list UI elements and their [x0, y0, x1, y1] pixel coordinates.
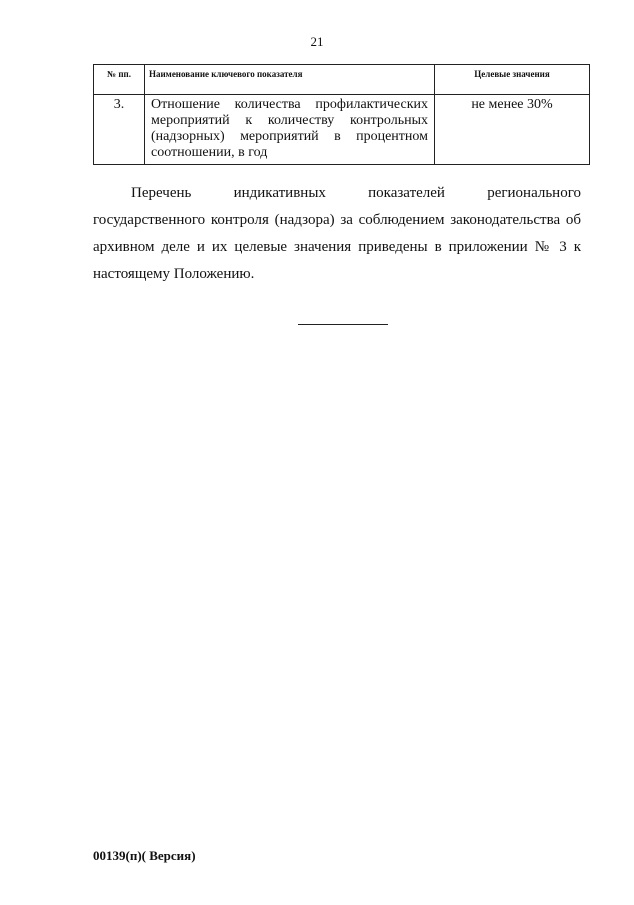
- row-number: 3.: [94, 95, 145, 165]
- header-number: № пп.: [94, 65, 145, 95]
- row-indicator-name: Отношение количества профилактических мероприятий к количеству контрольных (надзорных) мероприятий в процентном соотношении, в год: [145, 95, 435, 165]
- key-indicators-table: [93, 64, 590, 165]
- page-number: 21: [310, 34, 324, 49]
- document-version-code: 00139(п)( Версия): [93, 848, 196, 863]
- body-paragraph: Перечень индикативных показателей регионального государственного контроля (надзора) за соблюдением законодательства об архивном деле и их целевые значения приведены в приложении № 3 к настоящему Положению.: [93, 185, 581, 282]
- header-indicator-name: Наименование ключевого показателя: [145, 65, 435, 95]
- table-header-row: [94, 65, 590, 95]
- table-row: [94, 95, 590, 165]
- header-target-values: Целевые значения: [435, 65, 590, 95]
- row-target-value: не менее 30%: [435, 95, 590, 165]
- section-divider: [298, 324, 388, 325]
